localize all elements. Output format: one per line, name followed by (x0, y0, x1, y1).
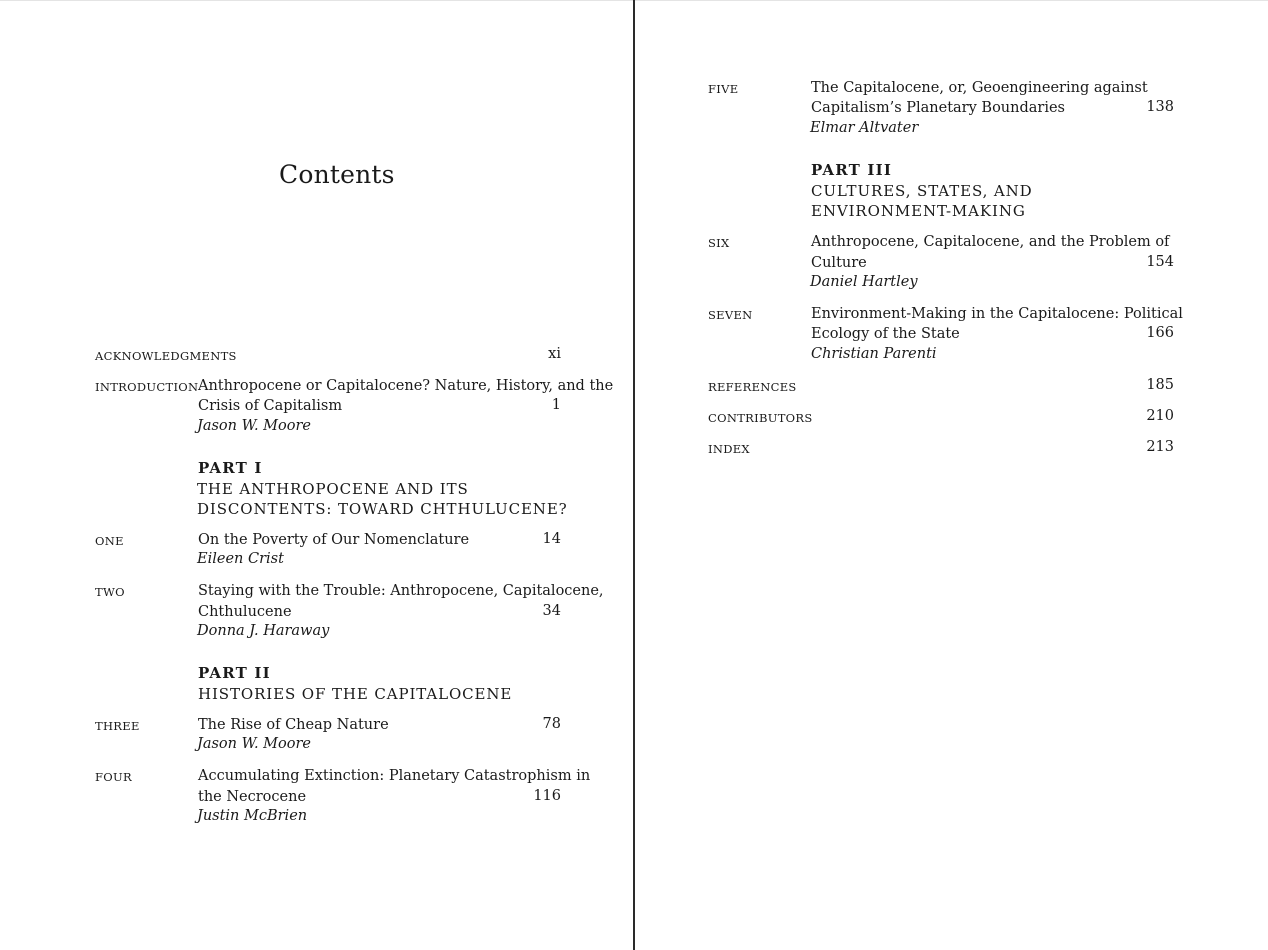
left-page (0, 0, 633, 950)
entry-author: Daniel Hartley (810, 274, 918, 290)
entry-title-line: Culture (811, 255, 867, 271)
entry-author: Jason W. Moore (197, 736, 311, 752)
entry-label: INDEX (708, 442, 750, 456)
entry-page-number: 185 (1146, 377, 1174, 393)
entry-author: Eileen Crist (197, 551, 284, 567)
entry-label: SIX (708, 236, 730, 250)
entry-title-line: The Capitalocene, or, Geoengineering against (811, 80, 1148, 96)
entry-author: Jason W. Moore (197, 418, 311, 434)
entry-page-number: 166 (1146, 325, 1174, 341)
entry-title-line: the Necrocene (198, 789, 307, 805)
entry-title-line: Ecology of the State (811, 326, 960, 342)
entry-author: Elmar Altvater (810, 120, 919, 136)
entry-page-number: 138 (1146, 99, 1174, 115)
contents-heading: Contents (279, 160, 395, 189)
entry-label: SEVEN (708, 308, 753, 322)
entry-title-line: Crisis of Capitalism (198, 398, 343, 414)
entry-label: CONTRIBUTORS (708, 411, 813, 425)
entry-label: TWO (95, 585, 125, 599)
entry-title-line: Environment-Making in the Capitalocene: Political (811, 306, 1183, 322)
entry-author: Justin McBrien (197, 808, 308, 824)
entry-label: THREE (95, 719, 140, 733)
entry-title-line: On the Poverty of Our Nomenclature (198, 532, 470, 548)
entry-title-line: Accumulating Extinction: Planetary Catastrophism in (198, 768, 591, 784)
entry-author: Christian Parenti (811, 346, 937, 362)
entry-author: Donna J. Haraway (197, 623, 330, 639)
entry-label: INTRODUCTION (95, 380, 199, 394)
entry-title-line: Anthropocene or Capitalocene? Nature, History, and the (198, 378, 614, 394)
entry-label: ONE (95, 534, 124, 548)
entry-page-number: xi (548, 346, 561, 362)
entry-title-line: Capitalism’s Planetary Boundaries (811, 100, 1065, 116)
part-name-line: DISCONTENTS: TOWARD CHTHULUCENE? (197, 500, 568, 518)
entry-title-line: Staying with the Trouble: Anthropocene, Capitalocene, (198, 583, 604, 599)
entry-page-number: 116 (533, 788, 561, 804)
entry-page-number: 154 (1146, 254, 1174, 270)
right-page (635, 0, 1268, 950)
entry-page-number: 34 (542, 603, 561, 619)
entry-page-number: 78 (542, 716, 561, 732)
entry-page-number: 14 (542, 531, 561, 547)
part-number: PART II (198, 664, 271, 682)
part-name-line: CULTURES, STATES, AND (811, 182, 1033, 200)
entry-title-line: Chthulucene (198, 604, 292, 620)
part-number: PART I (198, 459, 263, 477)
entry-label: FOUR (95, 770, 132, 784)
part-number: PART III (811, 161, 893, 179)
part-name-line: THE ANTHROPOCENE AND ITS (197, 480, 469, 498)
part-name-line: ENVIRONMENT-MAKING (811, 202, 1026, 220)
entry-page-number: 213 (1146, 439, 1174, 455)
part-name-line: HISTORIES OF THE CAPITALOCENE (198, 685, 513, 703)
entry-title-line: The Rise of Cheap Nature (198, 717, 389, 733)
entry-page-number: 1 (551, 397, 561, 413)
entry-title-line: Anthropocene, Capitalocene, and the Problem of (811, 234, 1170, 250)
entry-label: FIVE (708, 82, 739, 96)
entry-label: ACKNOWLEDGMENTS (95, 349, 237, 363)
entry-label: REFERENCES (708, 380, 797, 394)
entry-page-number: 210 (1146, 408, 1174, 424)
